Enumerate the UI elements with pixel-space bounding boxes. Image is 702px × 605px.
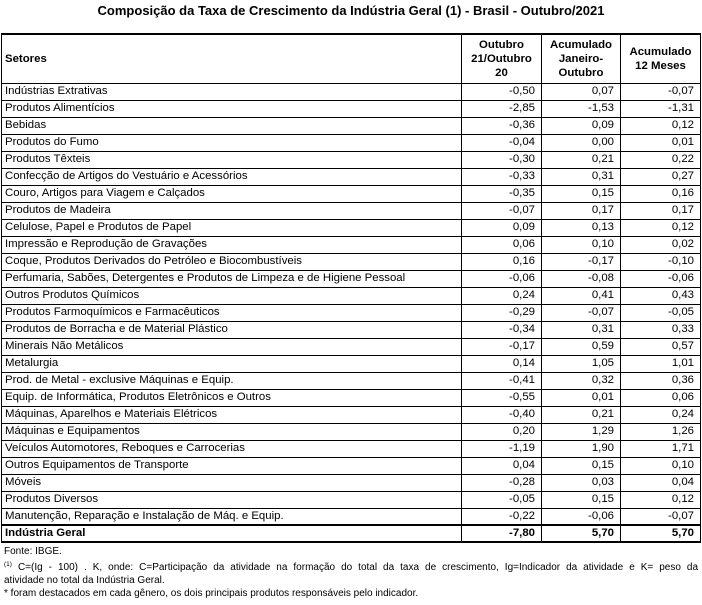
table-row: [2, 372, 701, 389]
acumulado-12-meses-value-cell: 0,36: [621, 372, 701, 389]
table-row: [2, 338, 701, 355]
acumulado-12-meses-value-cell: 0,24: [621, 406, 701, 423]
acumulado-12-meses-value-cell: -0,05: [621, 304, 701, 321]
sector-cell: Perfumaria, Sabões, Detergentes e Produtos de Limpeza e de Higiene Pessoal: [2, 270, 462, 287]
sector-cell: Couro, Artigos para Viagem e Calçados: [2, 185, 462, 202]
acumulado-12-meses-value-cell: 0,57: [621, 338, 701, 355]
acumulado-jan-out-value-cell: 0,00: [542, 134, 621, 151]
sector-cell: Móveis: [2, 474, 462, 491]
table-row: [2, 117, 701, 134]
outubro-value-cell: -0,35: [462, 185, 542, 202]
acumulado-12-meses-value-cell: 0,12: [621, 219, 701, 236]
footnote-1: [4, 558, 698, 574]
acumulado-jan-out-value-cell: 0,21: [542, 406, 621, 423]
acumulado-jan-out-value-cell: 0,17: [542, 202, 621, 219]
outubro-value-cell: -7,80: [462, 525, 542, 542]
outubro-value-cell: -0,36: [462, 117, 542, 134]
acumulado-12-meses-value-cell: 0,12: [621, 491, 701, 508]
table-row: [2, 389, 701, 406]
sector-cell: Impressão e Reprodução de Gravações: [2, 236, 462, 253]
source-note: Fonte: IBGE.: [4, 546, 62, 557]
sector-cell: Indústrias Extrativas: [2, 83, 462, 100]
acumulado-jan-out-value-cell: 0,10: [542, 236, 621, 253]
table-row: [2, 321, 701, 338]
sector-cell: Máquinas, Aparelhos e Materiais Elétricos: [2, 406, 462, 423]
sector-cell: Máquinas e Equipamentos: [2, 423, 462, 440]
outubro-value-cell: -0,50: [462, 83, 542, 100]
acumulado-12-meses-value-cell: 0,06: [621, 389, 701, 406]
sector-cell: Bebidas: [2, 117, 462, 134]
sector-cell: Minerais Não Metálicos: [2, 338, 462, 355]
acumulado-12-meses-value-cell: 1,01: [621, 355, 701, 372]
footnote-mark: (1): [4, 561, 12, 568]
acumulado-jan-out-value-cell: 1,05: [542, 355, 621, 372]
sector-cell: Produtos Têxteis: [2, 151, 462, 168]
sector-cell: Produtos de Madeira: [2, 202, 462, 219]
table-row: [2, 508, 701, 525]
acumulado-12-meses-value-cell: 0,27: [621, 168, 701, 185]
outubro-value-cell: -0,41: [462, 372, 542, 389]
outubro-value-cell: -0,33: [462, 168, 542, 185]
table-row: [2, 253, 701, 270]
acumulado-jan-out-value-cell: 0,09: [542, 117, 621, 134]
acumulado-12-meses-value-cell: 0,22: [621, 151, 701, 168]
acumulado-jan-out-value-cell: 0,03: [542, 474, 621, 491]
sector-cell: Produtos Diversos: [2, 491, 462, 508]
outubro-value-cell: 0,14: [462, 355, 542, 372]
outubro-value-cell: 0,06: [462, 236, 542, 253]
table-row: [2, 202, 701, 219]
sector-cell: Equip. de Informática, Produtos Eletrônicos e Outros: [2, 389, 462, 406]
table-total-row: [2, 525, 701, 542]
table-header-row: [2, 34, 701, 83]
acumulado-12-meses-value-cell: -0,10: [621, 253, 701, 270]
table-row: [2, 440, 701, 457]
acumulado-jan-out-value-cell: 0,13: [542, 219, 621, 236]
table-row: [2, 100, 701, 117]
acumulado-jan-out-value-cell: 0,21: [542, 151, 621, 168]
acumulado-12-meses-value-cell: 5,70: [621, 525, 701, 542]
table-row: [2, 219, 701, 236]
table-row: [2, 236, 701, 253]
table-row: [2, 474, 701, 491]
acumulado-12-meses-value-cell: 0,43: [621, 287, 701, 304]
header-acumulado-jan-out: Acumulado Janeiro-Outubro: [542, 34, 621, 83]
table-row: [2, 406, 701, 423]
outubro-value-cell: -0,22: [462, 508, 542, 525]
table-row: [2, 270, 701, 287]
sector-cell: Veículos Automotores, Reboques e Carrocerias: [2, 440, 462, 457]
header-setores: Setores: [2, 34, 462, 83]
acumulado-12-meses-value-cell: -0,07: [621, 508, 701, 525]
sector-cell: Metalurgia: [2, 355, 462, 372]
table-row: [2, 185, 701, 202]
growth-composition-table: [1, 33, 701, 543]
footnote-1-continuation: atividade no total da Indústria Geral.: [4, 575, 165, 586]
outubro-value-cell: -0,34: [462, 321, 542, 338]
acumulado-jan-out-value-cell: 0,41: [542, 287, 621, 304]
footnotes: [4, 545, 698, 600]
outubro-value-cell: -0,28: [462, 474, 542, 491]
acumulado-jan-out-value-cell: -0,08: [542, 270, 621, 287]
acumulado-12-meses-value-cell: 0,02: [621, 236, 701, 253]
table-row: [2, 423, 701, 440]
table-row: [2, 168, 701, 185]
acumulado-12-meses-value-cell: 0,17: [621, 202, 701, 219]
acumulado-12-meses-value-cell: 0,33: [621, 321, 701, 338]
header-outubro: Outubro 21/Outubro 20: [462, 34, 542, 83]
acumulado-jan-out-value-cell: 0,01: [542, 389, 621, 406]
acumulado-jan-out-value-cell: -0,17: [542, 253, 621, 270]
sector-cell: Indústria Geral: [2, 525, 462, 542]
footnote-1-text: C=(Ig - 100) . K, onde: C=Participação da atividade na formação do total da taxa de crescimento, Ig=Indicador da atividade e K= peso da: [17, 562, 699, 573]
sector-cell: Produtos de Borracha e de Material Plástico: [2, 321, 462, 338]
acumulado-12-meses-value-cell: 0,16: [621, 185, 701, 202]
acumulado-jan-out-value-cell: 1,29: [542, 423, 621, 440]
outubro-value-cell: -0,55: [462, 389, 542, 406]
sector-cell: Produtos do Fumo: [2, 134, 462, 151]
acumulado-12-meses-value-cell: 0,10: [621, 457, 701, 474]
table-row: [2, 355, 701, 372]
acumulado-jan-out-value-cell: 0,15: [542, 185, 621, 202]
sector-cell: Confecção de Artigos do Vestuário e Acessórios: [2, 168, 462, 185]
acumulado-12-meses-value-cell: 0,12: [621, 117, 701, 134]
asterisk-note: * foram destacados em cada gênero, os dois principais produtos responsáveis pelo indicador.: [4, 588, 419, 599]
acumulado-jan-out-value-cell: -0,06: [542, 508, 621, 525]
outubro-value-cell: 0,20: [462, 423, 542, 440]
page-title: Composição da Taxa de Crescimento da Indústria Geral (1) - Brasil - Outubro/2021: [97, 3, 605, 18]
outubro-value-cell: 0,09: [462, 219, 542, 236]
table-row: [2, 491, 701, 508]
outubro-value-cell: 0,16: [462, 253, 542, 270]
table-row: [2, 304, 701, 321]
acumulado-jan-out-value-cell: 0,15: [542, 457, 621, 474]
acumulado-jan-out-value-cell: 0,15: [542, 491, 621, 508]
acumulado-jan-out-value-cell: -1,53: [542, 100, 621, 117]
table-row: [2, 134, 701, 151]
acumulado-12-meses-value-cell: 1,71: [621, 440, 701, 457]
outubro-value-cell: 0,04: [462, 457, 542, 474]
outubro-value-cell: -0,05: [462, 491, 542, 508]
outubro-value-cell: -0,17: [462, 338, 542, 355]
acumulado-12-meses-value-cell: -0,06: [621, 270, 701, 287]
acumulado-jan-out-value-cell: 0,31: [542, 321, 621, 338]
table-row: [2, 151, 701, 168]
acumulado-jan-out-value-cell: 5,70: [542, 525, 621, 542]
outubro-value-cell: -0,04: [462, 134, 542, 151]
outubro-value-cell: -0,07: [462, 202, 542, 219]
table-body: [2, 83, 701, 542]
sector-cell: Manutenção, Reparação e Instalação de Máq. e Equip.: [2, 508, 462, 525]
outubro-value-cell: -2,85: [462, 100, 542, 117]
sector-cell: Prod. de Metal - exclusive Máquinas e Equip.: [2, 372, 462, 389]
sector-cell: Produtos Alimentícios: [2, 100, 462, 117]
sector-cell: Outros Equipamentos de Transporte: [2, 457, 462, 474]
outubro-value-cell: -0,06: [462, 270, 542, 287]
acumulado-jan-out-value-cell: 0,59: [542, 338, 621, 355]
table-row: [2, 287, 701, 304]
header-acumulado-12-meses: Acumulado 12 Meses: [621, 34, 701, 83]
table-row: [2, 83, 701, 100]
acumulado-jan-out-value-cell: 0,31: [542, 168, 621, 185]
outubro-value-cell: -0,30: [462, 151, 542, 168]
outubro-value-cell: -1,19: [462, 440, 542, 457]
acumulado-jan-out-value-cell: 1,90: [542, 440, 621, 457]
acumulado-12-meses-value-cell: 0,01: [621, 134, 701, 151]
acumulado-12-meses-value-cell: -1,31: [621, 100, 701, 117]
acumulado-jan-out-value-cell: -0,07: [542, 304, 621, 321]
sector-cell: Celulose, Papel e Produtos de Papel: [2, 219, 462, 236]
sector-cell: Coque, Produtos Derivados do Petróleo e Biocombustíveis: [2, 253, 462, 270]
sector-cell: Outros Produtos Químicos: [2, 287, 462, 304]
acumulado-jan-out-value-cell: 0,32: [542, 372, 621, 389]
acumulado-jan-out-value-cell: 0,07: [542, 83, 621, 100]
outubro-value-cell: -0,29: [462, 304, 542, 321]
acumulado-12-meses-value-cell: 1,26: [621, 423, 701, 440]
acumulado-12-meses-value-cell: -0,07: [621, 83, 701, 100]
outubro-value-cell: 0,24: [462, 287, 542, 304]
sector-cell: Produtos Farmoquímicos e Farmacêuticos: [2, 304, 462, 321]
outubro-value-cell: -0,40: [462, 406, 542, 423]
table-row: [2, 457, 701, 474]
acumulado-12-meses-value-cell: 0,04: [621, 474, 701, 491]
